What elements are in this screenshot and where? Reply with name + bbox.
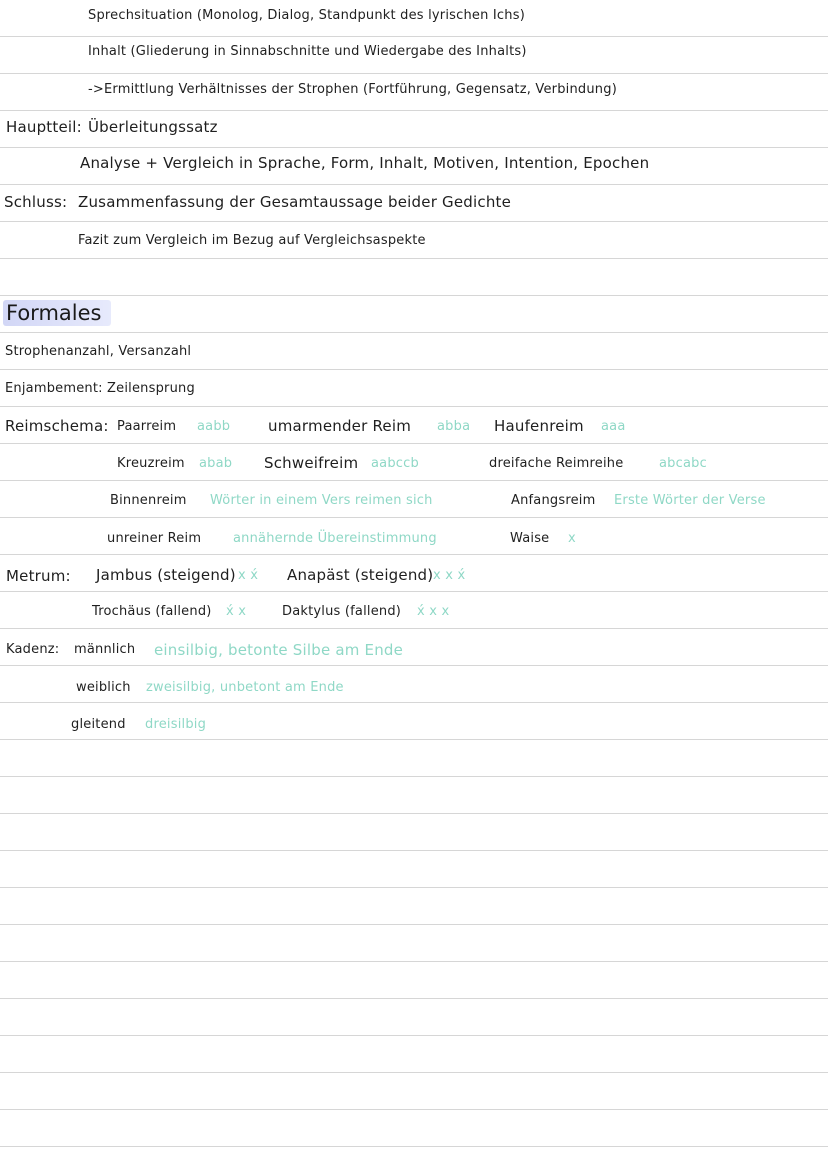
umarmender-name: umarmender Reim [268, 417, 412, 435]
haufenreim-note: aaa [601, 419, 626, 434]
dreifache-name: dreifache Reimreihe [489, 456, 624, 471]
anfangsreim-name: Anfangsreim [511, 493, 596, 508]
trochaeus-note: x́ x [226, 604, 247, 619]
daktylus-note: x́ x x [417, 604, 450, 619]
zusammenfassung-line: Zusammenfassung der Gesamtaussage beider Gedichte [78, 193, 512, 211]
strophen-line: Strophenanzahl, Versanzahl [5, 344, 192, 359]
maennlich-name: männlich [74, 642, 136, 657]
schluss-label: Schluss: [4, 193, 68, 211]
anapaest-name: Anapäst (steigend) [287, 566, 434, 584]
inhalt-line: Inhalt (Gliederung in Sinnabschnitte und Wiedergabe des Inhalts) [88, 44, 527, 59]
binnenreim-note: Wörter in einem Vers reimen sich [210, 493, 433, 508]
hauptteil-label: Hauptteil: [6, 118, 82, 136]
gleitend-name: gleitend [71, 717, 126, 732]
weiblich-name: weiblich [76, 680, 131, 695]
fazit-line: Fazit zum Vergleich im Bezug auf Vergleichsaspekte [78, 233, 426, 248]
ueberleitungssatz: Überleitungssatz [88, 118, 218, 136]
anfangsreim-note: Erste Wörter der Verse [614, 493, 766, 508]
paarreim-note: aabb [197, 419, 231, 434]
schweifreim-note: aabccb [371, 456, 419, 471]
kadenz-label: Kadenz: [6, 642, 60, 657]
anapaest-note: x x x́ [433, 568, 466, 583]
analyse-line: Analyse + Vergleich in Sprache, Form, Inhalt, Motiven, Intention, Epochen [80, 154, 650, 172]
haufenreim-name: Haufenreim [494, 417, 584, 435]
trochaeus-name: Trochäus (fallend) [92, 604, 212, 619]
schweifreim-name: Schweifreim [264, 454, 359, 472]
jambus-note: x x́ [238, 568, 259, 583]
waise-name: Waise [510, 531, 550, 546]
kreuzreim-name: Kreuzreim [117, 456, 185, 471]
unreiner-note: annähernde Übereinstimmung [233, 531, 437, 546]
binnenreim-name: Binnenreim [110, 493, 187, 508]
maennlich-note: einsilbig, betonte Silbe am Ende [154, 641, 404, 659]
weiblich-note: zweisilbig, unbetont am Ende [146, 680, 344, 695]
formales-heading: Formales [3, 300, 111, 326]
paarreim-name: Paarreim [117, 419, 177, 434]
umarmender-note: abba [437, 419, 471, 434]
reimschema-label: Reimschema: [5, 417, 109, 435]
jambus-name: Jambus (steigend) [96, 566, 236, 584]
ermittlung-line: ->Ermittlung Verhältnisses der Strophen (Fortführung, Gegensatz, Verbindung) [88, 82, 617, 97]
sprechsituation-line: Sprechsituation (Monolog, Dialog, Standpunkt des lyrischen Ichs) [88, 8, 525, 23]
dreifache-note: abcabc [659, 456, 707, 471]
waise-note: x [568, 531, 576, 546]
metrum-label: Metrum: [6, 567, 71, 585]
daktylus-name: Daktylus (fallend) [282, 604, 402, 619]
enjambement-line: Enjambement: Zeilensprung [5, 381, 195, 396]
gleitend-note: dreisilbig [145, 717, 207, 732]
kreuzreim-note: abab [199, 456, 233, 471]
unreiner-name: unreiner Reim [107, 531, 202, 546]
